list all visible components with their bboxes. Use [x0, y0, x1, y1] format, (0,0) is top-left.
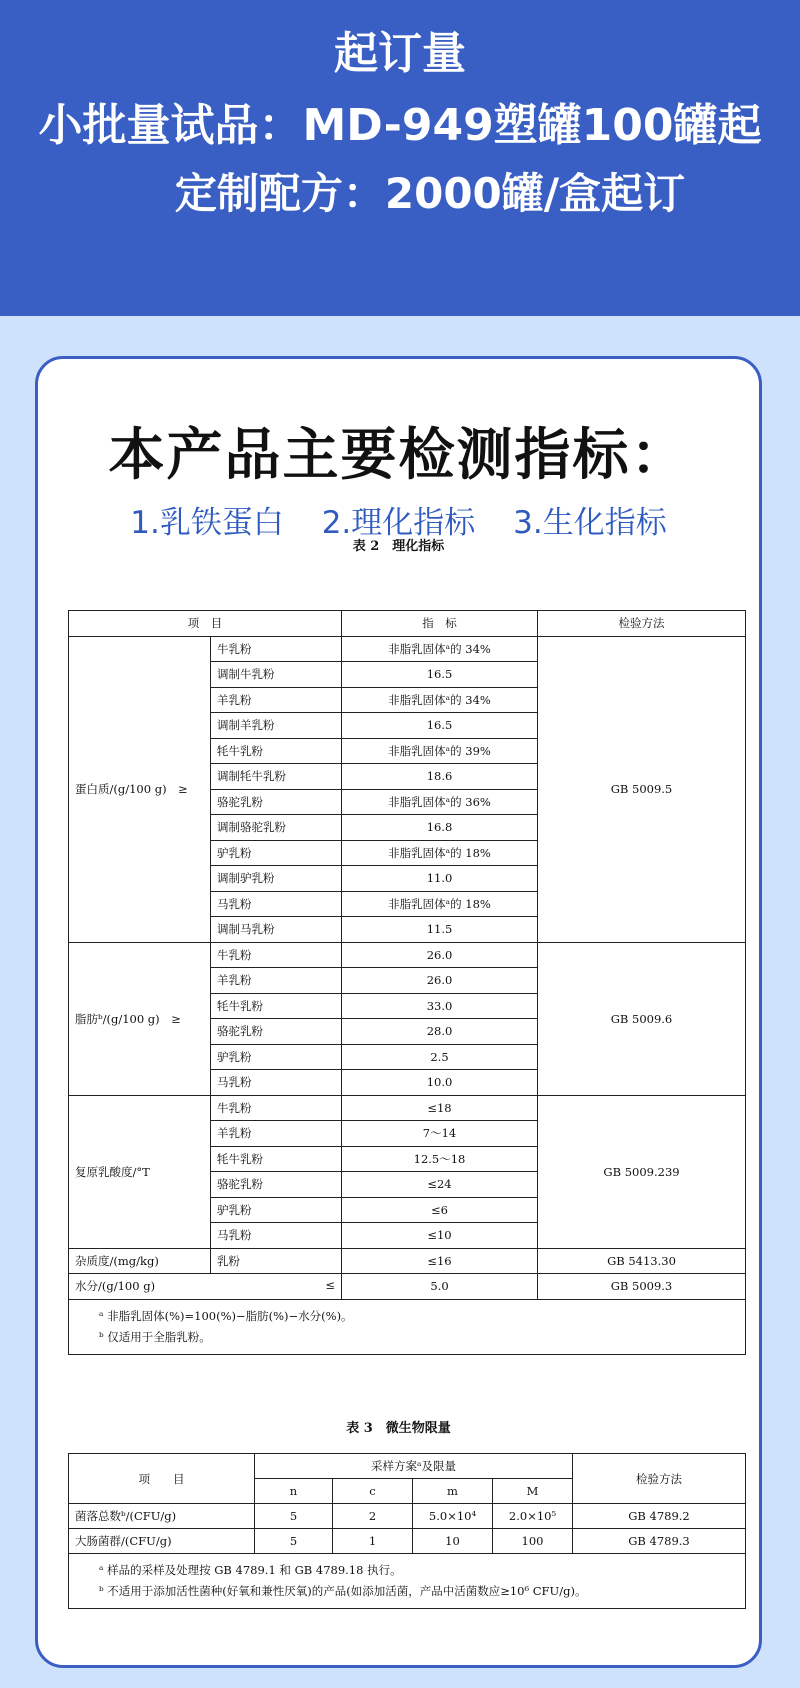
protein-product: 马乳粉: [211, 891, 342, 917]
acidity-product: 羊乳粉: [211, 1121, 342, 1147]
microbe-value: 100: [493, 1529, 573, 1554]
table3-microbial: [68, 1453, 746, 1609]
subtitle-item-3: 3.生化指标: [513, 505, 667, 541]
impurity-product: 乳粉: [211, 1248, 342, 1274]
protein-product: 调制牛乳粉: [211, 662, 342, 688]
table3-caption: 表 3 微生物限量: [346, 1421, 451, 1436]
protein-product: 羊乳粉: [211, 687, 342, 713]
fat-product: 牦牛乳粉: [211, 993, 342, 1019]
table-row: [69, 1095, 746, 1121]
microbe-value: 2.0×10⁵: [493, 1504, 573, 1529]
acidity-value: ≤18: [342, 1095, 538, 1121]
fat-value: 10.0: [342, 1070, 538, 1096]
fat-label: 脂肪ᵇ/(g/100 g) ≥: [69, 942, 211, 1095]
footnote: ᵃ 样品的采样及处理按 GB 4789.1 和 GB 4789.18 执行。: [99, 1563, 402, 1577]
table-row: [69, 1529, 746, 1554]
table-row: [69, 942, 746, 968]
protein-value: 非脂乳固体ᵃ的 36%: [342, 789, 538, 815]
fat-value: 33.0: [342, 993, 538, 1019]
protein-product: 驴乳粉: [211, 840, 342, 866]
t3-header-item: 项 目: [69, 1454, 255, 1504]
table2-notes-row: [69, 1299, 746, 1354]
acidity-product: 驴乳粉: [211, 1197, 342, 1223]
microbe-value: GB 4789.3: [573, 1529, 746, 1554]
fat-value: 2.5: [342, 1044, 538, 1070]
protein-value: 11.0: [342, 866, 538, 892]
protein-value: 非脂乳固体ᵃ的 34%: [342, 687, 538, 713]
card-title: 本产品主要检测指标：: [108, 423, 689, 488]
table-row: [69, 1248, 746, 1274]
table-row: [69, 1504, 746, 1529]
protein-product: 牦牛乳粉: [211, 738, 342, 764]
header-line-2: 小批量试品：MD-949塑罐100罐起: [38, 100, 762, 151]
table-row: [69, 1274, 746, 1300]
microbe-item: 菌落总数ᵇ/(CFU/g): [69, 1504, 255, 1529]
microbe-value: GB 4789.2: [573, 1504, 746, 1529]
protein-product: 调制骆驼乳粉: [211, 815, 342, 841]
fat-product: 驴乳粉: [211, 1044, 342, 1070]
acidity-product: 牛乳粉: [211, 1095, 342, 1121]
fat-product: 羊乳粉: [211, 968, 342, 994]
moisture-label: 水分/(g/100 g): [75, 1279, 156, 1294]
protein-label: 蛋白质/(g/100 g) ≥: [69, 636, 211, 942]
t3-header-method: 检验方法: [573, 1454, 746, 1504]
table2-caption: 表 2 理化指标: [352, 539, 445, 554]
footnote: ᵇ 不适用于添加活性菌种(好氧和兼性厌氧)的产品(如添加活菌，产品中活菌数应≥10⁶ CFU/g)。: [99, 1584, 587, 1598]
t3-header-plan: 采样方案ᵃ及限量: [255, 1454, 573, 1479]
footnote: ᵃ 非脂乳固体(%)=100(%)−脂肪(%)−水分(%)。: [99, 1308, 353, 1323]
header-banner: [0, 0, 800, 316]
acidity-value: ≤10: [342, 1223, 538, 1249]
fat-value: 26.0: [342, 968, 538, 994]
fat-value: 28.0: [342, 1019, 538, 1045]
protein-value: 非脂乳固体ᵃ的 39%: [342, 738, 538, 764]
protein-product: 调制马乳粉: [211, 917, 342, 943]
acidity-label: 复原乳酸度/°T: [69, 1095, 211, 1248]
t3-header-n: n: [255, 1479, 333, 1504]
acidity-product: 牦牛乳粉: [211, 1146, 342, 1172]
protein-value: 16.5: [342, 713, 538, 739]
subtitle-item-2: 2.理化指标: [321, 505, 476, 541]
microbe-value: 5: [255, 1504, 333, 1529]
protein-value: 非脂乳固体ᵃ的 18%: [342, 891, 538, 917]
protein-product: 调制羊乳粉: [211, 713, 342, 739]
acidity-product: 骆驼乳粉: [211, 1172, 342, 1198]
microbe-value: 5: [255, 1529, 333, 1554]
acidity-product: 马乳粉: [211, 1223, 342, 1249]
t2-header-method: 检验方法: [538, 611, 746, 637]
table2-physicochemical: [68, 610, 746, 1355]
protein-value: 非脂乳固体ᵃ的 18%: [342, 840, 538, 866]
protein-product: 骆驼乳粉: [211, 789, 342, 815]
t3-header-m: m: [413, 1479, 493, 1504]
impurity-label: 杂质度/(mg/kg): [69, 1248, 211, 1274]
protein-product: 牛乳粉: [211, 636, 342, 662]
table-row: [69, 636, 746, 662]
microbe-value: 2: [333, 1504, 413, 1529]
t3-header-M: M: [493, 1479, 573, 1504]
microbe-value: 5.0×10⁴: [413, 1504, 493, 1529]
microbe-value: 10: [413, 1529, 493, 1554]
table3-notes-row: [69, 1554, 746, 1609]
protein-value: 非脂乳固体ᵃ的 34%: [342, 636, 538, 662]
protein-value: 18.6: [342, 764, 538, 790]
fat-method: GB 5009.6: [538, 942, 746, 1095]
fat-product: 牛乳粉: [211, 942, 342, 968]
acidity-value: ≤24: [342, 1172, 538, 1198]
moisture-label-cell: [69, 1274, 342, 1300]
protein-value: 11.5: [342, 917, 538, 943]
microbe-value: 1: [333, 1529, 413, 1554]
impurity-value: ≤16: [342, 1248, 538, 1274]
t2-header-item: 项 目: [69, 611, 342, 637]
acidity-value: ≤6: [342, 1197, 538, 1223]
moisture-method: GB 5009.3: [538, 1274, 746, 1300]
spec-card: [35, 356, 762, 1668]
impurity-method: GB 5413.30: [538, 1248, 746, 1274]
protein-method: GB 5009.5: [538, 636, 746, 942]
footnote: ᵇ 仅适用于全脂乳粉。: [99, 1329, 211, 1344]
t3-header-c: c: [333, 1479, 413, 1504]
protein-product: 调制牦牛乳粉: [211, 764, 342, 790]
table3-notes: [69, 1554, 746, 1609]
header-line-3: 定制配方：2000罐/盒起订: [174, 169, 686, 218]
header-line-1: 起订量: [334, 28, 466, 79]
moisture-value: 5.0: [342, 1274, 538, 1300]
fat-product: 马乳粉: [211, 1070, 342, 1096]
protein-product: 调制驴乳粉: [211, 866, 342, 892]
subtitle-item-1: 1.乳铁蛋白: [130, 505, 284, 541]
protein-value: 16.8: [342, 815, 538, 841]
fat-value: 26.0: [342, 942, 538, 968]
moisture-symbol: ≤: [325, 1278, 335, 1293]
fat-product: 骆驼乳粉: [211, 1019, 342, 1045]
acidity-method: GB 5009.239: [538, 1095, 746, 1248]
acidity-value: 7～14: [342, 1121, 538, 1147]
protein-value: 16.5: [342, 662, 538, 688]
microbe-item: 大肠菌群/(CFU/g): [69, 1529, 255, 1554]
table2-notes: [69, 1299, 746, 1354]
t2-header-index: 指 标: [342, 611, 538, 637]
acidity-value: 12.5～18: [342, 1146, 538, 1172]
